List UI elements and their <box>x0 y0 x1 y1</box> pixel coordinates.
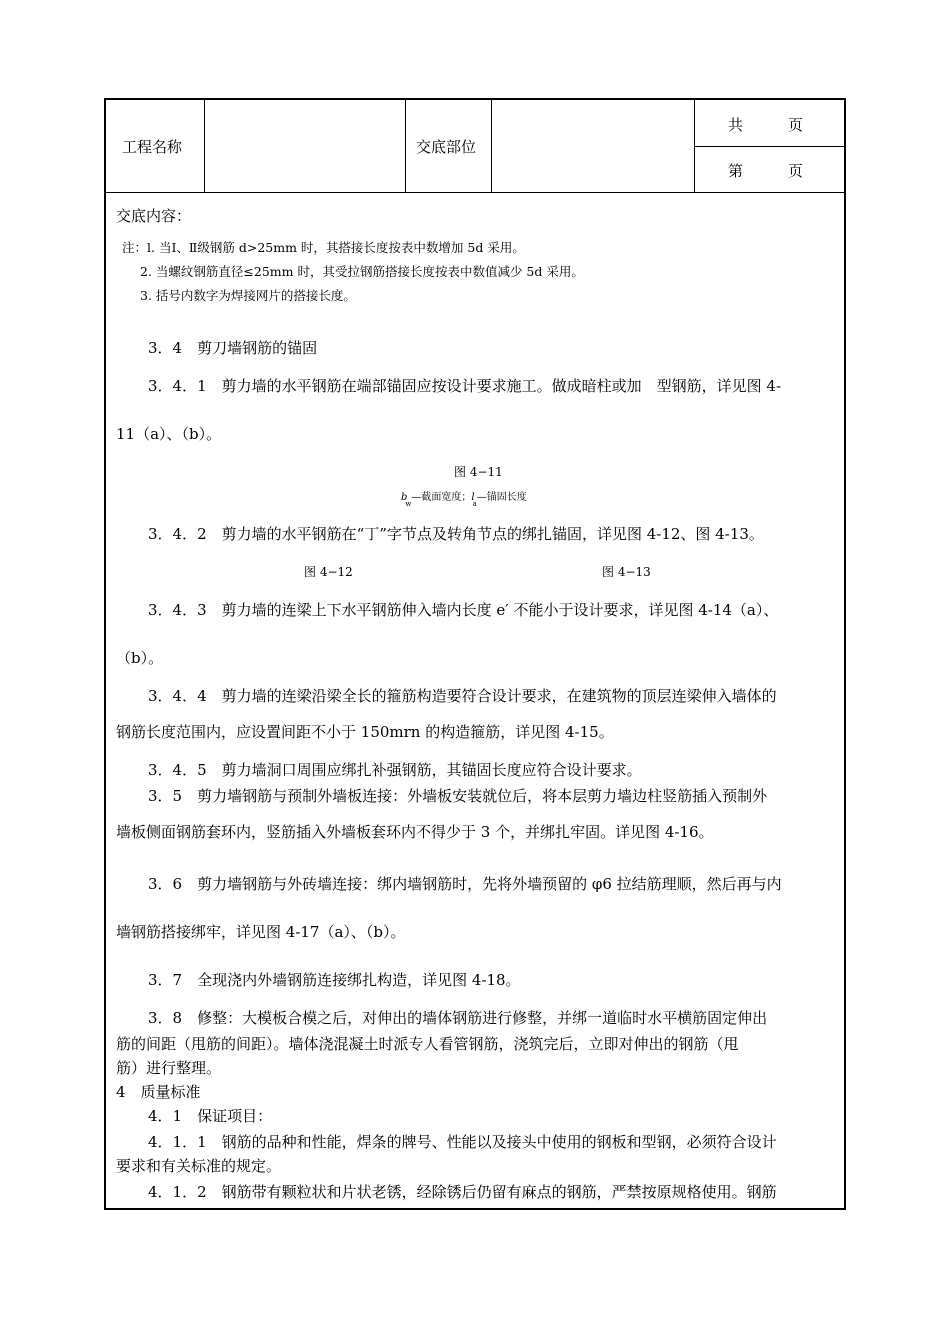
figure-caption-4-12: 图 4−12 <box>304 565 353 579</box>
paragraph-line: 要求和有关标准的规定。 <box>116 1157 282 1175</box>
paragraph-line: 钢筋长度范围内，应设置间距不小于 150mrn 的构造箍筋，详见图 4-15。 <box>116 723 614 741</box>
divider <box>204 100 205 192</box>
divider <box>491 100 492 192</box>
paragraph-line: 筋）进行整理。 <box>116 1059 222 1077</box>
divider <box>405 100 406 192</box>
section-4-heading: 4 质量标准 <box>116 1083 201 1101</box>
handover-part-label: 交底部位 <box>416 138 477 156</box>
figure-caption-4-13: 图 4−13 <box>602 565 651 579</box>
paragraph-line: 4．1．1 钢筋的品种和性能，焊条的牌号、性能以及接头中使用的钢板和型钢，必须符合设计 <box>148 1133 777 1151</box>
figure-caption-4-11: 图 4−11 <box>454 465 503 479</box>
paragraph-line: （b）。 <box>116 649 164 667</box>
total-pages-label: 共 页 <box>728 116 804 134</box>
paragraph-line: 3．4．1 剪力墙的水平钢筋在端部锚固应按设计要求施工。做成暗柱或加 型钢筋，详见图 4- <box>148 377 782 395</box>
paragraph-line: 墙板侧面钢筋套环内，竖筋插入外墙板套环内不得少于 3 个，并绑扎牢固。详见图 4-16。 <box>116 823 714 841</box>
note-3: 3. 括号内数字为焊接网片的搭接长度。 <box>140 288 356 303</box>
paragraph-line: 墙钢筋搭接绑牢，详见图 4-17（a）、（b）。 <box>116 923 406 941</box>
paragraph-line: 4．1．2 钢筋带有颗粒状和片状老锈，经除锈后仍留有麻点的钢筋，严禁按原规格使用。钢筋 <box>148 1183 777 1201</box>
paragraph-line: 3．5 剪力墙钢筋与预制外墙板连接：外墙板安装就位后，将本层剪力墙边柱竖筋插入预制外 <box>148 787 768 805</box>
section-3-4-heading: 3．4 剪刀墙钢筋的锚固 <box>148 339 318 357</box>
project-name-label: 工程名称 <box>122 138 183 156</box>
divider <box>694 146 844 147</box>
content-title: 交底内容： <box>116 207 192 225</box>
form-header <box>106 100 844 193</box>
page-number-label: 第 页 <box>728 162 804 180</box>
figure-4-11-legend: $b_w—$截面宽度；$l_a—$锚固长度 <box>401 492 527 508</box>
paragraph-line: 3．4．5 剪力墙洞口周围应绑扎补强钢筋，其锚固长度应符合设计要求。 <box>148 761 642 779</box>
note-2: 2. 当螺纹钢筋直径≤25mm 时，其受拉钢筋搭接长度按表中数值减少 5d 采用。 <box>140 264 584 279</box>
paragraph-line: 3．7 全现浇内外墙钢筋连接绑扎构造，详见图 4-18。 <box>148 971 521 989</box>
handover-form <box>104 98 846 1210</box>
paragraph-line: 3．4．3 剪力墙的连梁上下水平钢筋伸入墙内长度 e′ 不能小于设计要求，详见图 4-14（a）、 <box>148 601 779 619</box>
paragraph-line: 11（a）、（b）。 <box>116 425 222 443</box>
paragraph-line: 3．4．2 剪力墙的水平钢筋在“丁”字节点及转角节点的绑扎锚固，详见图 4-12、图 4-13。 <box>148 525 764 543</box>
paragraph-line: 3．8 修整：大模板合模之后，对伸出的墙体钢筋进行修整，并绑一道临时水平横筋固定伸出 <box>148 1009 768 1027</box>
paragraph-line: 3．4．4 剪力墙的连梁沿梁全长的箍筋构造要符合设计要求，在建筑物的顶层连梁伸入墙体的 <box>148 687 777 705</box>
note-1: 注：l. 当Ⅰ、Ⅱ级钢筋 d>25mm 时，其搭接长度按表中数增加 5d 采用。 <box>122 240 525 255</box>
paragraph-line: 3．6 剪力墙钢筋与外砖墙连接：绑内墙钢筋时，先将外墙预留的 φ6 拉结筋理顺，然后再与内 <box>148 875 782 893</box>
paragraph-line: 4．1 保证项目： <box>148 1107 273 1125</box>
paragraph-line: 筋的间距（甩筋的间距）。墙体浇混凝土时派专人看管钢筋，浇筑完后，立即对伸出的钢筋（甩 <box>116 1035 739 1053</box>
